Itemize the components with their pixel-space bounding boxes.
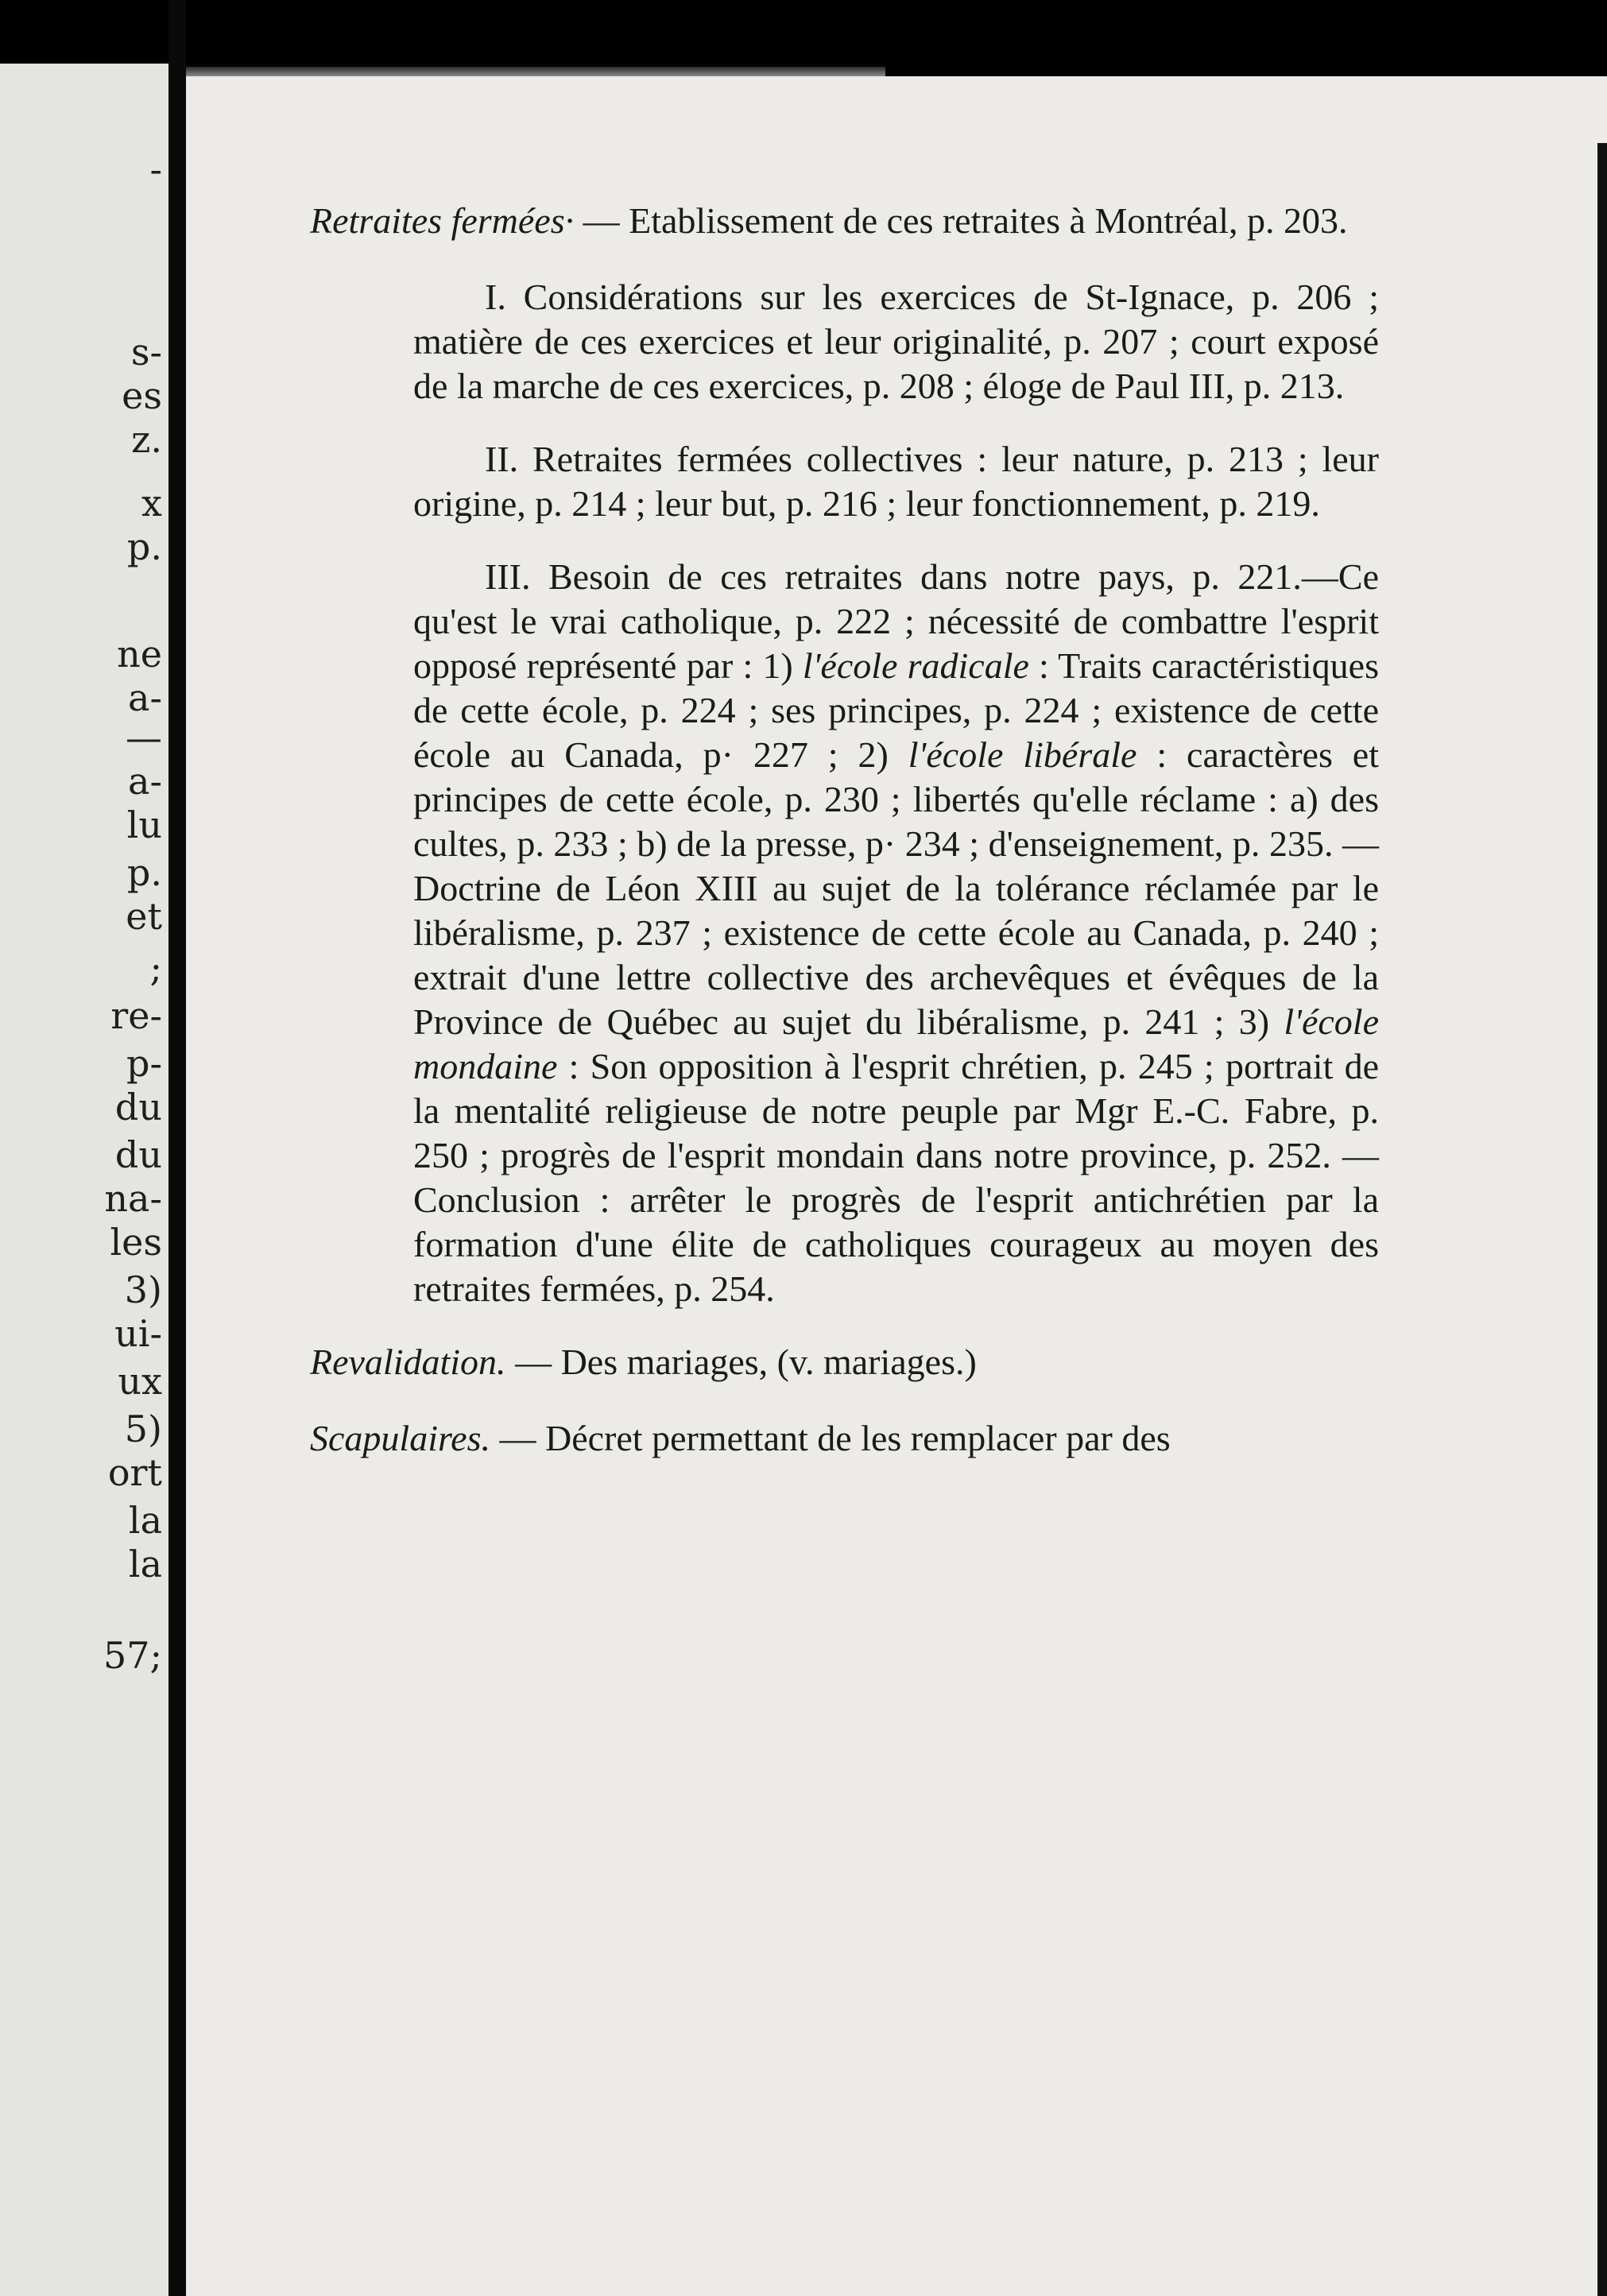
left-page-fragment: la: [128, 1543, 162, 1586]
left-page-fragment: ;: [149, 947, 162, 989]
left-page-fragment: p-: [126, 1042, 162, 1085]
subentry-3-part-c: : caractères et principes de cette école, p. 230 ; libertés qu'elle réclame : a) des cultes, p. 233 ; b) de la presse, p· 234 ; d'enseignement, p. 235. — Doctrine de Léon XIII au sujet de la tolérance réclamée par le libéralisme, p. 237 ; existence de cette école au Canada, p. 240 ; extrait d'une lettre collective des archevêques et évêques de la Province de Québec au sujet du libéralisme, p. 241 ; 3): [413, 734, 1379, 1042]
left-page-fragment: 57;: [103, 1634, 162, 1677]
left-page-fragment: na-: [104, 1177, 162, 1220]
entry-head: Retraites fermées·: [310, 200, 575, 241]
ecole-radicale: l'école radicale: [802, 645, 1029, 686]
book-gutter: [168, 0, 186, 2296]
entry-retraites-fermees: [310, 199, 1379, 243]
left-page-fragment: —: [126, 716, 162, 759]
left-page-fragment: ne: [117, 633, 162, 676]
subentry-1: I. Considérations sur les exercices de St-Ignace, p. 206 ; matière de ces exercices et leur originalité, p. 207 ; court exposé de la marche de ces exercices, p. 208 ; éloge de Paul III, p. 213.: [413, 277, 1379, 406]
left-page-fragment: du: [114, 1086, 162, 1129]
left-page-fragment: a-: [128, 676, 162, 719]
entry-head: Revalidation.: [310, 1342, 506, 1382]
left-page-fragment: ui-: [114, 1312, 162, 1355]
left-page-fragment: et: [126, 895, 162, 938]
entry-revalidation: [310, 1340, 1379, 1384]
left-page-fragment: p.: [126, 851, 162, 894]
subentry-3: [310, 555, 1379, 1311]
left-page-fragment: s-: [130, 331, 162, 374]
left-page-fragment: es: [122, 374, 162, 417]
left-page-fragment: x: [141, 482, 162, 525]
left-page-fragment: ort: [107, 1451, 162, 1494]
left-page-fragment: 5): [124, 1407, 162, 1450]
left-page-fragment: z.: [131, 418, 162, 461]
left-page-fragment: 3): [124, 1268, 162, 1311]
left-page-fragment: les: [110, 1221, 162, 1264]
entry-head: Scapulaires.: [310, 1418, 490, 1458]
subentry-3-part-d: : Son opposition à l'esprit chrétien, p. 245 ; portrait de la mentalité religieuse de notre peuple par Mgr E.-C. Fabre, p. 250 ; progrès de l'esprit mondain dans notre province, p. 252. — Conclusion : arrêter le progrès de l'esprit antichrétien par la formation d'une élite de catholiques courageux au moyen des retraites fermées, p. 254.: [413, 1046, 1379, 1309]
left-page-fragment: la: [128, 1499, 162, 1542]
ecole-mondaine: l'école mondaine: [413, 1001, 1379, 1086]
left-page-fragment: lu: [126, 803, 162, 846]
entry-scapulaires: [310, 1416, 1379, 1461]
left-page-fragment: a-: [128, 760, 162, 803]
page-right-edge: [1597, 143, 1607, 2296]
left-page-fragment: re-: [110, 994, 162, 1037]
entry-body: — Décret permettant de les remplacer par des: [490, 1418, 1171, 1458]
left-facing-page: [0, 64, 168, 2296]
subentry-3-part-b: : Traits caractéristiques de cette école, p. 224 ; ses principes, p. 224 ; existence de cette école au Canada, p· 227 ; 2): [413, 645, 1379, 775]
left-page-fragment: p.: [126, 525, 162, 568]
left-page-fragment: -: [149, 148, 162, 191]
subentry-3-part-a: III. Besoin de ces retraites dans notre pays, p. 221.—Ce qu'est le vrai catholique, p. 222 ; nécessité de combattre l'esprit opposé représenté par : 1): [413, 556, 1379, 686]
entry-body: — Etablissement de ces retraites à Montréal, p. 203.: [574, 200, 1348, 241]
subentry-2: II. Retraites fermées collectives : leur nature, p. 213 ; leur origine, p. 214 ; leur but, p. 216 ; leur fonctionnement, p. 219.: [413, 439, 1379, 524]
left-page-fragment: ux: [118, 1360, 162, 1403]
ecole-liberale: l'école libérale: [908, 734, 1137, 775]
left-page-fragment: du: [114, 1133, 162, 1176]
index-text: [310, 199, 1379, 1493]
entry-body: — Des mariages, (v. mariages.): [505, 1342, 977, 1382]
